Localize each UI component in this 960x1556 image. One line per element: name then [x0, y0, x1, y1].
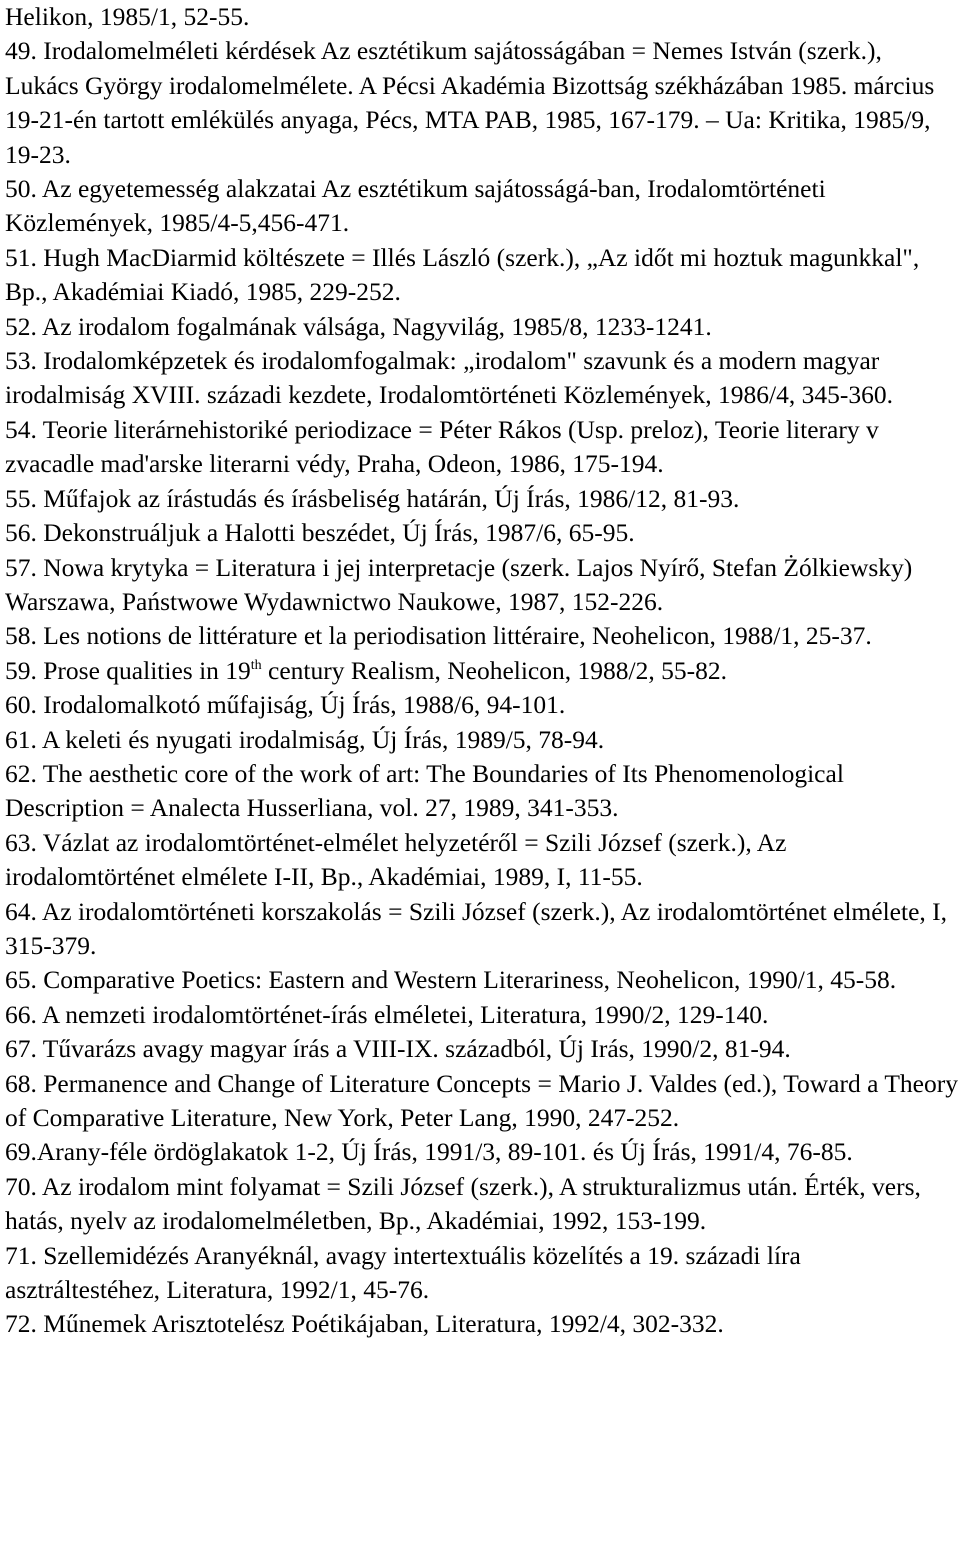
- list-item: 72. Műnemek Arisztotelész Poétikájaban, Literatura, 1992/4, 302-332.: [5, 1309, 724, 1339]
- list-item: 63. Vázlat az irodalomtörténet-elmélet helyzetéről = Szili József (szerk.), Az irodalomtörténet elmélete I-II, Bp., Akadémiai, 1989, I, 11-55.: [5, 827, 787, 892]
- list-item: 50. Az egyetemesség alakzatai Az esztétikum sajátosságá-ban, Irodalomtörténeti Közlemények, 1985/4-5,456-471.: [5, 174, 826, 238]
- list-item: 71. Szellemidézés Aranyéknál, avagy intertextuális közelítés a 19. századi líra asztráltestéhez, Literatura, 1992/1, 45-76.: [5, 1240, 801, 1305]
- list-item: 56. Dekonstruáljuk a Halotti beszédet, Új Írás, 1987/6, 65-95.: [5, 518, 635, 548]
- entry-text: century Realism, Neohelicon, 1988/2, 55-82.: [261, 655, 727, 685]
- superscript: th: [250, 657, 262, 673]
- list-item: 57. Nowa krytyka = Literatura i jej interpretacje (szerk. Lajos Nyírő, Stefan Żólkiewsky) Warszawa, Państwowe Wydawnictwo Naukowe, 1987, 152-226.: [5, 552, 913, 616]
- list-item: 65. Comparative Poetics: Eastern and Western Literariness, Neohelicon, 1990/1, 45-58.: [5, 965, 897, 995]
- list-item: 52. Az irodalom fogalmának válsága, Nagyvilág, 1985/8, 1233-1241.: [5, 311, 712, 341]
- list-item: 58. Les notions de littérature et la periodisation littéraire, Neohelicon, 1988/1, 25-37.: [5, 621, 872, 651]
- list-item: 64. Az irodalomtörténeti korszakolás = Szili József (szerk.), Az irodalomtörténet elmélete, I, 315-379.: [5, 896, 948, 960]
- list-item: [5, 654, 960, 688]
- list-item: 54. Teorie literárnehistoriké periodizace = Péter Rákos (Usp. preloz), Teorie literary v zvacadle mad'arske literarni védy, Praha, Odeon, 1986, 175-194.: [5, 414, 879, 479]
- list-item: 61. A keleti és nyugati irodalmiság, Új Írás, 1989/5, 78-94.: [5, 724, 605, 754]
- list-item: 70. Az irodalom mint folyamat = Szili József (szerk.), A strukturalizmus után. Érték, vers, hatás, nyelv az irodalomelméletben, Bp., Akadémiai, 1992, 153-199.: [5, 1171, 921, 1236]
- list-item: 66. A nemzeti irodalomtörténet-írás elméletei, Literatura, 1990/2, 129-140.: [5, 999, 769, 1029]
- list-item: 53. Irodalomképzetek és irodalomfogalmak: „irodalom" szavunk és a modern magyar irodalmiság XVIII. századi kezdete, Irodalomtörténeti Közlemények, 1986/4, 345-360.: [5, 346, 893, 410]
- list-item: Helikon, 1985/1, 52-55.: [5, 2, 250, 31]
- list-item: 68. Permanence and Change of Literature Concepts = Mario J. Valdes (ed.), Toward a Theory of Comparative Literature, New York, Peter Lang, 1990, 247-252.: [5, 1068, 958, 1132]
- list-item: 62. The aesthetic core of the work of art: The Boundaries of Its Phenomenological Description = Analecta Husserliana, vol. 27, 1989, 341-353.: [5, 758, 844, 823]
- entry-text: 59. Prose qualities in 19: [5, 655, 251, 685]
- bibliography-page: [5, 0, 960, 1342]
- list-item: 69.Arany-féle ördöglakatok 1-2, Új Írás, 1991/3, 89-101. és Új Írás, 1991/4, 76-85.: [5, 1137, 853, 1167]
- list-item: 55. Műfajok az írástudás és írásbeliség határán, Új Írás, 1986/12, 81-93.: [5, 483, 740, 513]
- list-item: 60. Irodalomalkotó műfajiság, Új Írás, 1988/6, 94-101.: [5, 690, 566, 720]
- list-item: 49. Irodalomelméleti kérdések Az esztétikum sajátosságában = Nemes István (szerk.), Lukács György irodalomelmélete. A Pécsi Akadémia Bizottság székházában 1985. március 19-21-én tartott emlékülés anyaga, Pécs, MTA PAB, 1985, 167-179. – Ua: Kritika, 1985/9, 19-23.: [5, 36, 935, 169]
- list-item: 67. Tűvarázs avagy magyar írás a VIII-IX. századból, Új Irás, 1990/2, 81-94.: [5, 1034, 791, 1064]
- list-item: 51. Hugh MacDiarmid költészete = Illés László (szerk.), „Az időt mi hoztuk magunkkal", Bp., Akadémiai Kiadó, 1985, 229-252.: [5, 242, 920, 307]
